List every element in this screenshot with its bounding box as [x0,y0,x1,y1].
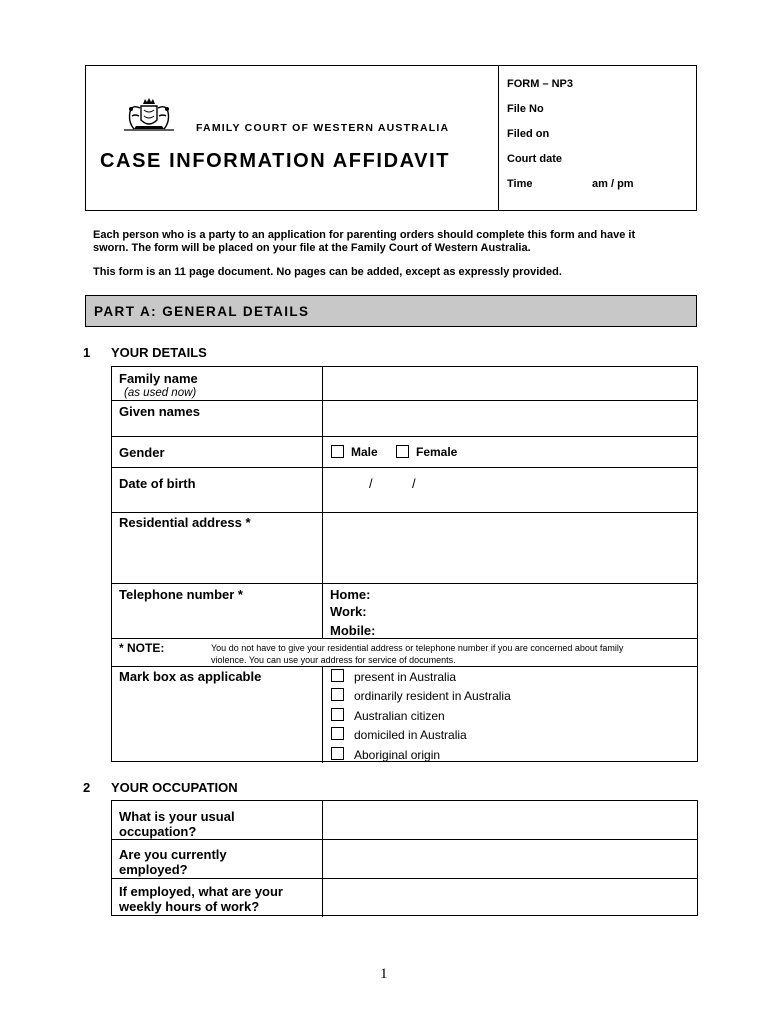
australian-citizen-checkbox[interactable] [331,708,344,721]
intro-line-2: sworn. The form will be placed on your file at the Family Court of Western Australia. [93,242,531,254]
time-label: Time [507,178,533,190]
mark-box-label: Mark box as applicable [119,669,262,684]
aboriginal-origin-checkbox[interactable] [331,747,344,760]
dob-field[interactable] [323,468,697,512]
gender-female-label: Female [416,445,458,459]
telephone-label: Telephone number * [119,587,243,602]
australian-citizen-label: Australian citizen [354,709,445,723]
your-details-table [111,366,698,762]
phone-home-label: Home: [330,587,371,602]
gender-female-checkbox[interactable] [396,445,409,458]
residential-address-field[interactable] [323,513,697,583]
note-line-2: violence. You can use your address for service of documents. [211,655,456,665]
domiciled-checkbox[interactable] [331,727,344,740]
hours-question-line-1: If employed, what are your [119,884,283,899]
hours-question-line-2: weekly hours of work? [119,899,260,914]
residential-address-label: Residential address * [119,515,251,530]
note-line-1: You do not have to give your residential address or telephone number if you are concerned about family [211,643,624,653]
present-in-australia-label: present in Australia [354,670,457,684]
part-a-title: PART A: GENERAL DETAILS [94,304,310,319]
filed-on-label: Filed on [507,128,550,140]
page-number: 1 [380,966,388,982]
file-no-label: File No [507,103,544,115]
intro-line-3: This form is an 11 page document. No pages can be added, except as expressly provided. [93,266,562,278]
gender-male-checkbox[interactable] [331,445,344,458]
occupation-question-line-1: What is your usual [119,809,235,824]
given-names-field[interactable] [323,401,697,436]
present-in-australia-checkbox[interactable] [331,669,344,682]
occupation-question-line-2: occupation? [119,824,197,839]
occupation-table [111,800,698,916]
am-pm-label: am / pm [592,178,634,190]
form-title: CASE INFORMATION AFFIDAVIT [100,150,451,172]
aboriginal-origin-label: Aboriginal origin [354,748,441,762]
court-name: FAMILY COURT OF WESTERN AUSTRALIA [196,122,450,134]
employed-field[interactable] [323,840,697,878]
form-code: FORM – NP3 [507,78,574,90]
court-date-label: Court date [507,153,562,165]
weekly-hours-field[interactable] [323,879,697,916]
ordinarily-resident-checkbox[interactable] [331,688,344,701]
phone-work-label: Work: [330,604,367,619]
ordinarily-resident-label: ordinarily resident in Australia [354,689,511,703]
occupation-field[interactable] [323,801,697,839]
gender-male-label: Male [351,445,378,459]
intro-line-1: Each person who is a party to an application for parenting orders should complete this form and have it [93,229,636,241]
dob-label: Date of birth [119,476,196,491]
family-name-field[interactable] [323,367,697,400]
phone-mobile-label: Mobile: [330,623,376,638]
telephone-field[interactable] [377,585,697,637]
employed-question-line-2: employed? [119,862,188,877]
coat-of-arms-icon [122,96,176,132]
gender-label: Gender [119,445,165,460]
given-names-label: Given names [119,404,200,419]
note-label: * NOTE: [119,641,165,655]
employed-question-line-1: Are you currently [119,847,227,862]
section-2-number: 2 [83,780,91,795]
domiciled-label: domiciled in Australia [354,728,467,742]
dob-separator-2: / [412,476,416,491]
section-2-title: YOUR OCCUPATION [111,780,238,795]
family-name-label: Family name [119,371,198,386]
family-name-sublabel: (as used now) [124,387,197,399]
header-divider [498,65,499,211]
section-1-number: 1 [83,345,91,360]
section-1-title: YOUR DETAILS [111,345,207,360]
dob-separator-1: / [369,476,373,491]
